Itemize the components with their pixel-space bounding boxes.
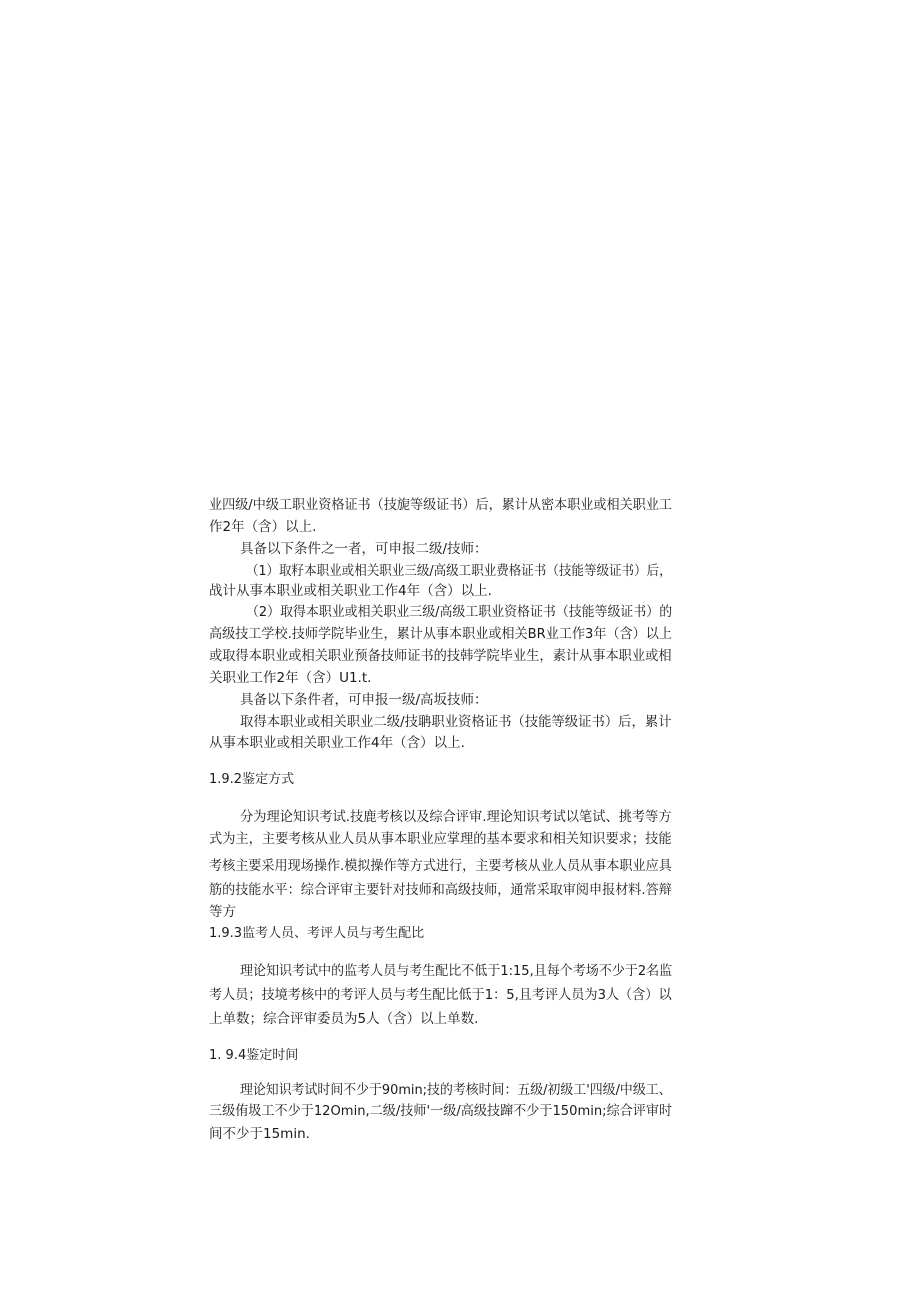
body-line: 从事本职业或相关职业工作4年（含）以上. (209, 735, 465, 751)
body-line: 式为主，主要考核从业人员从事本职业应掌理的基本要求和相关知识要求；技能 (209, 831, 672, 847)
body-line: 或取得本职业或相关职业预备技师证书的技韩学院毕业生，素计从事本职业或相 (209, 648, 672, 664)
body-line: 高级技工学校.技师学院毕业生，累计从事本职业或相关BR业工作3年（含）以上 (209, 626, 673, 642)
body-line: 三级侑圾工不少于12Omin,二级/技师'一级/高级技蹿不少于150min;综合评审时 (209, 1103, 673, 1119)
body-line: （2）取得本职业或相关职业三级/高级工职业资格证书（技能等级证书）的 (246, 604, 673, 620)
body-line: 具备以下条件者，可申报一级/高坂技师： (240, 692, 488, 708)
section-heading-1-9-2: 1.9.2鉴定方式 (209, 772, 295, 787)
body-line: 战计从事本职业或相关职业工作4年（含）以上. (209, 583, 492, 599)
body-line: 考人员；技境考核中的考评人员与考生配比低于1：5,且考评人员为3人（含）以 (209, 987, 672, 1003)
body-line: 关职业工作2年（含）U1.t. (209, 670, 372, 686)
section-heading-1-9-3: 1.9.3监考人员、考评人员与考生配比 (209, 926, 425, 941)
body-line: 理论知识考试时间不少于90min;技的考核时间：五级/初级工'四级/中级工、 (240, 1082, 672, 1098)
body-line: 分为理论知识考试.技鹿考核以及综合评审.理论知识考试以笔试、挑考等方 (240, 809, 672, 825)
body-line: 等方 (209, 904, 236, 920)
body-line: 具备以下条件之一者，可申报二级/技师： (240, 541, 488, 557)
body-line: 作2年（含）以上. (209, 519, 317, 535)
body-line: 上单数；综合评审委员为5人（含）以上单数. (209, 1011, 479, 1027)
body-line: （1）取籽本职业或相关职业三级/高级工职业费格证书（技能等级证书）后， (246, 563, 672, 579)
section-heading-1-9-4: 1. 9.4鉴定时间 (209, 1048, 299, 1063)
body-line: 考核主要采用现场操作.模拟操作等方式进行，主要考核从业人员从事本职业应具 (209, 858, 672, 874)
body-line: 取得本职业或相关职业二级/技聃职业资格证书（技能等级证书）后，累计 (240, 714, 672, 730)
body-line: 理论知识考试中的监考人员与考生配比不低于1:15,且每个考场不少于2名监 (240, 963, 673, 979)
body-line: 筋的技能水平：综合评审主要针对技师和高级技师，通常采取审阅申报材料.答辩 (209, 882, 672, 898)
body-line: 业四级/中级工职业资格证书（技旎等级证书）后，累计从密本职业或相关职业工 (209, 497, 673, 513)
body-line: 间不少于15min. (209, 1126, 310, 1142)
